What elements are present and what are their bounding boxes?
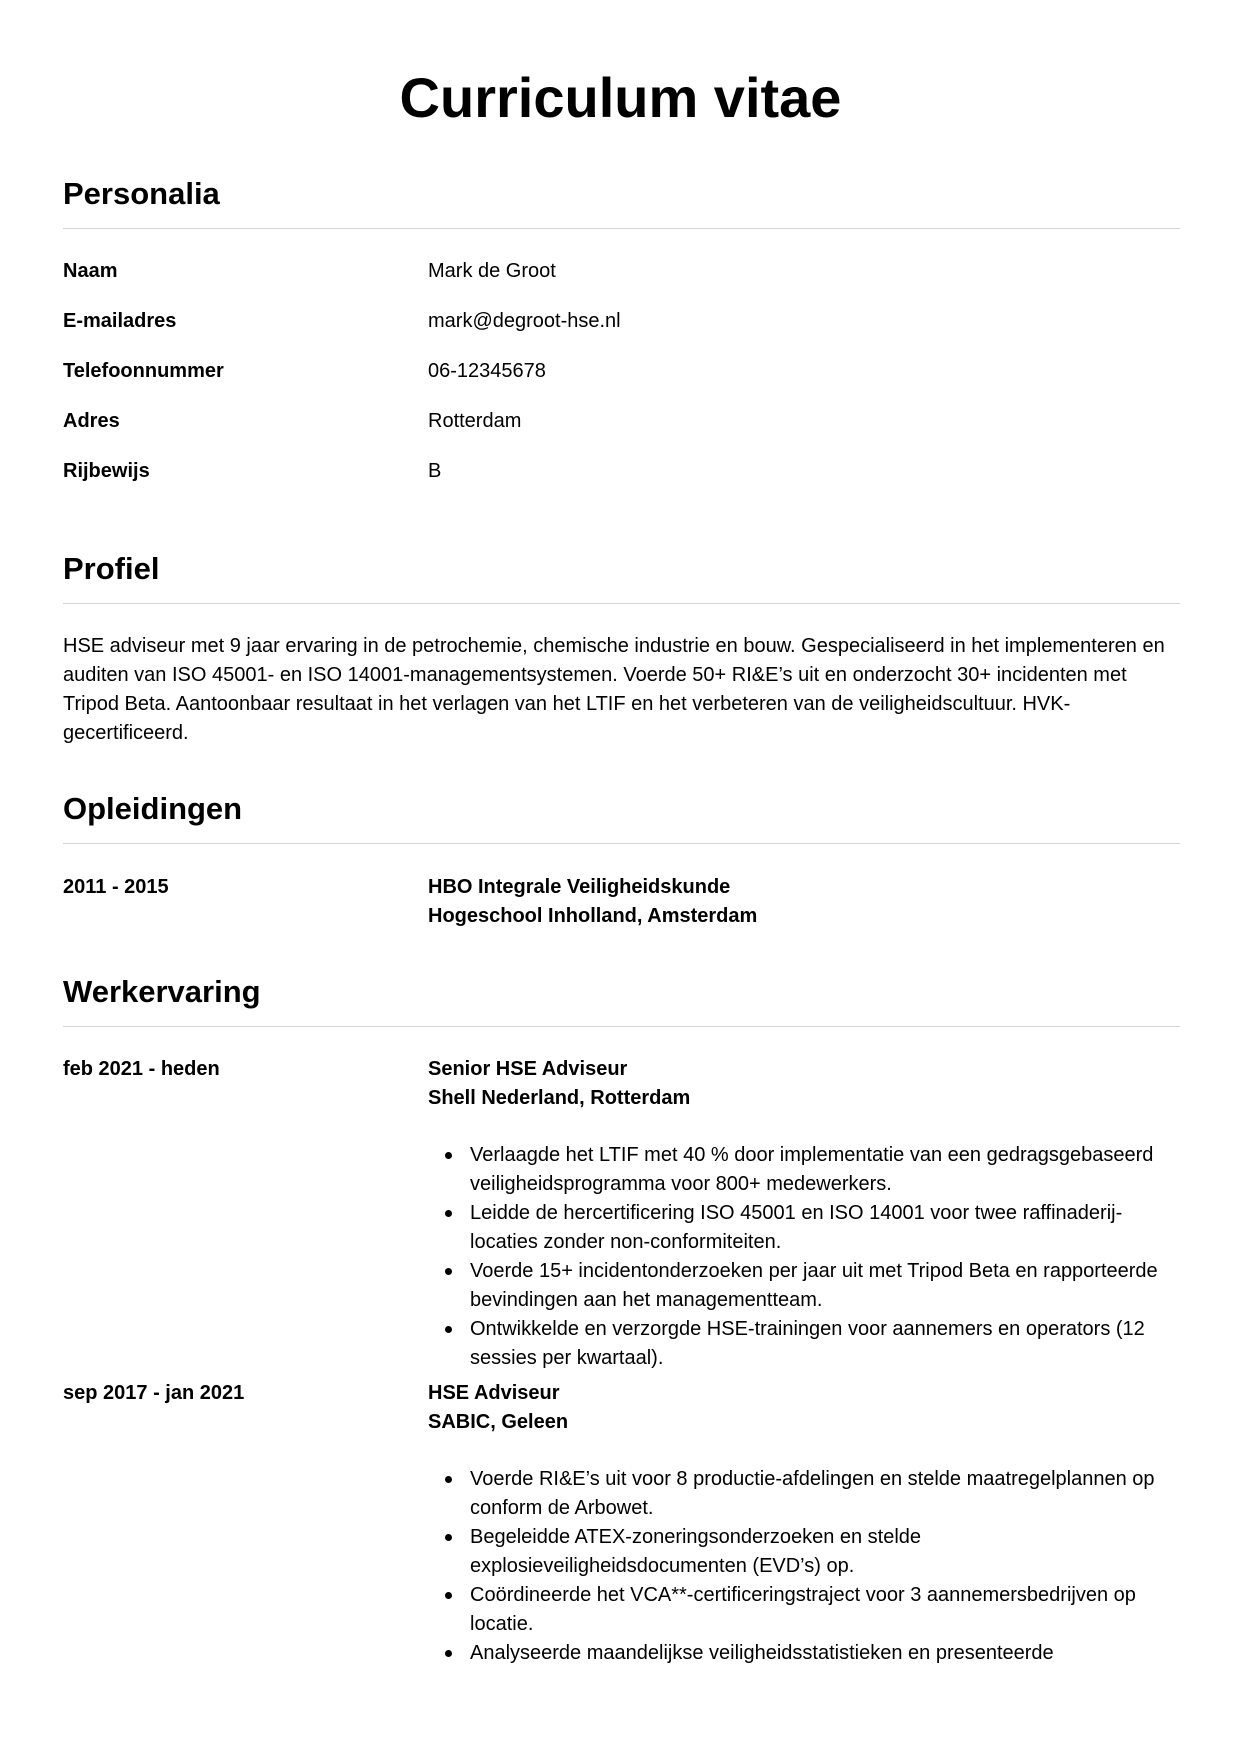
achievement-list: [428, 1465, 1180, 1668]
field-label: Telefoonnummer: [63, 360, 224, 382]
work-period: feb 2021 - heden: [63, 1058, 220, 1080]
field-value: B: [428, 460, 442, 482]
profiel-heading: Profiel: [63, 549, 1180, 604]
bullet-icon: [445, 1210, 452, 1217]
personalia-row-telefoon: [63, 358, 1180, 408]
list-item-text: Verlaagde het LTIF met 40 % door implementatie van een gedragsgebaseerd veiligheidsprogramma voor 800+ medewerkers.: [470, 1144, 1154, 1195]
job-title: Senior HSE Adviseur: [428, 1058, 628, 1080]
list-item: [428, 1523, 1180, 1581]
profile-summary: HSE adviseur met 9 jaar ervaring in de petrochemie, chemische industrie en bouw. Gespecialiseerd in het implementeren en auditen van ISO 45001- en ISO 14001-managementsystemen. Voerde 50+ RI&E’s uit en onderzocht 30+ incidenten met Tripod Beta. Aantoonbaar resultaat in het verlagen van het LTIF en het verbeteren van de veiligheidscultuur. HVK-gecertificeerd.: [63, 635, 1165, 744]
company-name: SABIC, Geleen: [428, 1411, 569, 1433]
list-item-text: Begeleidde ATEX-zoneringsonderzoeken en stelde explosieveiligheidsdocumenten (EVD’s) op.: [470, 1526, 922, 1577]
list-item-text: Ontwikkelde en verzorgde HSE-trainingen voor aannemers en operators (12 sessies per kwartaal).: [470, 1318, 1145, 1369]
field-label: Naam: [63, 260, 118, 282]
work-period: sep 2017 - jan 2021: [63, 1382, 245, 1404]
personalia-row-rijbewijs: [63, 458, 1180, 508]
list-item: [428, 1465, 1180, 1523]
phone-value: 06-12345678: [428, 360, 546, 382]
bullet-icon: [445, 1326, 452, 1333]
email-value: mark@degroot-hse.nl: [428, 310, 621, 332]
list-item-text: Voerde 15+ incidentonderzoeken per jaar uit met Tripod Beta en rapporteerde bevindingen aan het managementteam.: [470, 1260, 1158, 1311]
bullet-icon: [445, 1534, 452, 1541]
opleidingen-heading: Opleidingen: [63, 789, 1180, 844]
personalia-row-naam: [63, 258, 1180, 308]
werkervaring-section: [63, 972, 1180, 1668]
personalia-row-email: [63, 308, 1180, 358]
company-name: Shell Nederland, Rotterdam: [428, 1087, 691, 1109]
list-item-text: Leidde de hercertificering ISO 45001 en ISO 14001 voor twee raffinaderij-locaties zonder non-conformiteiten.: [470, 1202, 1123, 1253]
field-value: Rotterdam: [428, 410, 522, 432]
education-institution: Hogeschool Inholland, Amsterdam: [428, 905, 758, 927]
education-period: 2011 - 2015: [63, 876, 169, 898]
field-label: Rijbewijs: [63, 460, 150, 482]
document-title: Curriculum vitae: [399, 66, 842, 129]
list-item: [428, 1257, 1180, 1315]
education-entry: [63, 873, 1180, 931]
list-item: [428, 1639, 1180, 1668]
list-item: [428, 1581, 1180, 1639]
opleidingen-section: [63, 789, 1180, 931]
job-title: HSE Adviseur: [428, 1382, 560, 1404]
field-label: E-mailadres: [63, 310, 177, 332]
list-item-text: Voerde RI&E’s uit voor 8 productie-afdelingen en stelde maatregelplannen op conform de Arbowet.: [470, 1468, 1155, 1519]
list-item-text: Analyseerde maandelijkse veiligheidsstatistieken en presenteerde: [470, 1642, 1054, 1664]
bullet-icon: [445, 1476, 452, 1483]
list-item-text: Coördineerde het VCA**-certificeringstraject voor 3 aannemersbedrijven op locatie.: [470, 1584, 1136, 1635]
bullet-icon: [445, 1650, 452, 1657]
education-title: HBO Integrale Veiligheidskunde: [428, 876, 731, 898]
personalia-row-adres: [63, 408, 1180, 458]
bullet-icon: [445, 1592, 452, 1599]
field-value: Mark de Groot: [428, 260, 556, 282]
field-label: Adres: [63, 410, 120, 432]
personalia-section: [63, 174, 1180, 508]
list-item: [428, 1315, 1180, 1373]
bullet-icon: [445, 1152, 452, 1159]
bullet-icon: [445, 1268, 452, 1275]
work-entry: [63, 1055, 1180, 1373]
werkervaring-heading: Werkervaring: [63, 972, 1180, 1027]
list-item: [428, 1141, 1180, 1199]
profiel-section: [63, 549, 1180, 748]
personalia-heading: Personalia: [63, 174, 1180, 229]
work-entry: [63, 1379, 1180, 1668]
achievement-list: [428, 1141, 1180, 1373]
list-item: [428, 1199, 1180, 1257]
